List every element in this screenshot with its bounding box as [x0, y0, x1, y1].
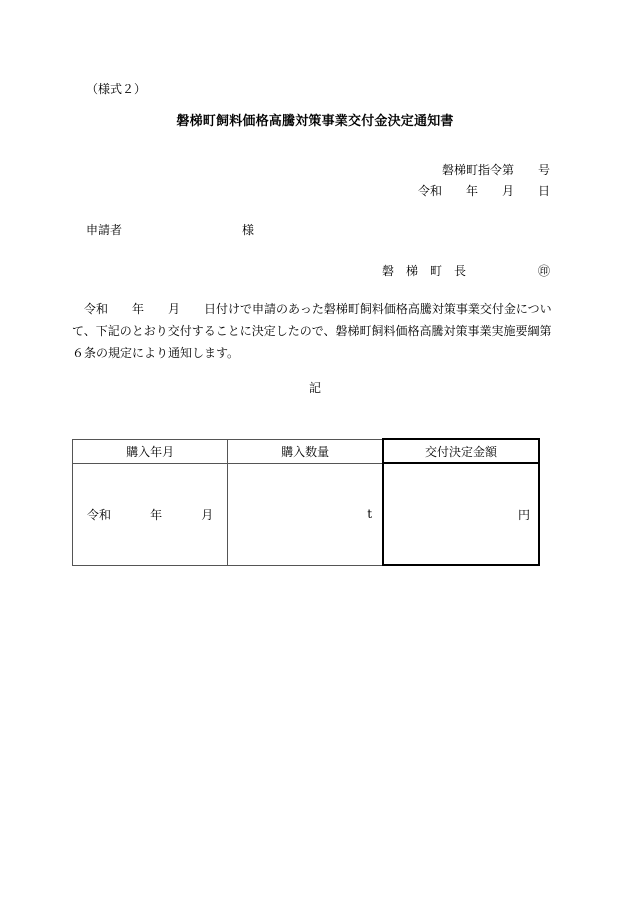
body-line-1: 令和 年 月 日付けで申請のあった磐梯町飼料価格高騰対策事業交付金につい: [84, 302, 552, 316]
document-number: 磐梯町指令第 号: [441, 163, 550, 177]
purchase-month-cell[interactable]: [73, 463, 228, 565]
amount-unit: 円: [517, 507, 530, 522]
document-title: 磐梯町飼料価格高騰対策事業交付金決定通知書: [176, 114, 454, 129]
body-paragraph: [72, 298, 554, 364]
applicant-line: 申請者 様: [86, 223, 255, 237]
purchase-quantity-cell[interactable]: [228, 463, 383, 565]
quantity-unit: t: [367, 507, 373, 521]
header-purchase-quantity: 購入数量: [228, 439, 383, 463]
header-purchase-month: 購入年月: [73, 439, 228, 463]
form-number: （様式２）: [86, 82, 147, 96]
body-line-3: ６条の規定により通知します。: [72, 346, 240, 360]
issuer-line: 磐 梯 町 長 ㊞: [381, 264, 550, 278]
ki-heading: 記: [308, 381, 321, 395]
decision-table: [72, 438, 540, 566]
decided-amount-cell[interactable]: [383, 463, 539, 565]
header-decided-amount: 交付決定金額: [383, 439, 539, 463]
year-label: 年: [150, 507, 163, 522]
table-header-row: [73, 439, 540, 463]
table-row: [73, 463, 540, 565]
month-label: 月: [201, 507, 214, 522]
issue-date: 令和 年 月 日: [417, 184, 550, 198]
body-line-2: て、下記のとおり交付することに決定したので、磐梯町飼料価格高騰対策事業実施要綱第: [72, 324, 552, 338]
era-label: 令和: [87, 507, 112, 522]
